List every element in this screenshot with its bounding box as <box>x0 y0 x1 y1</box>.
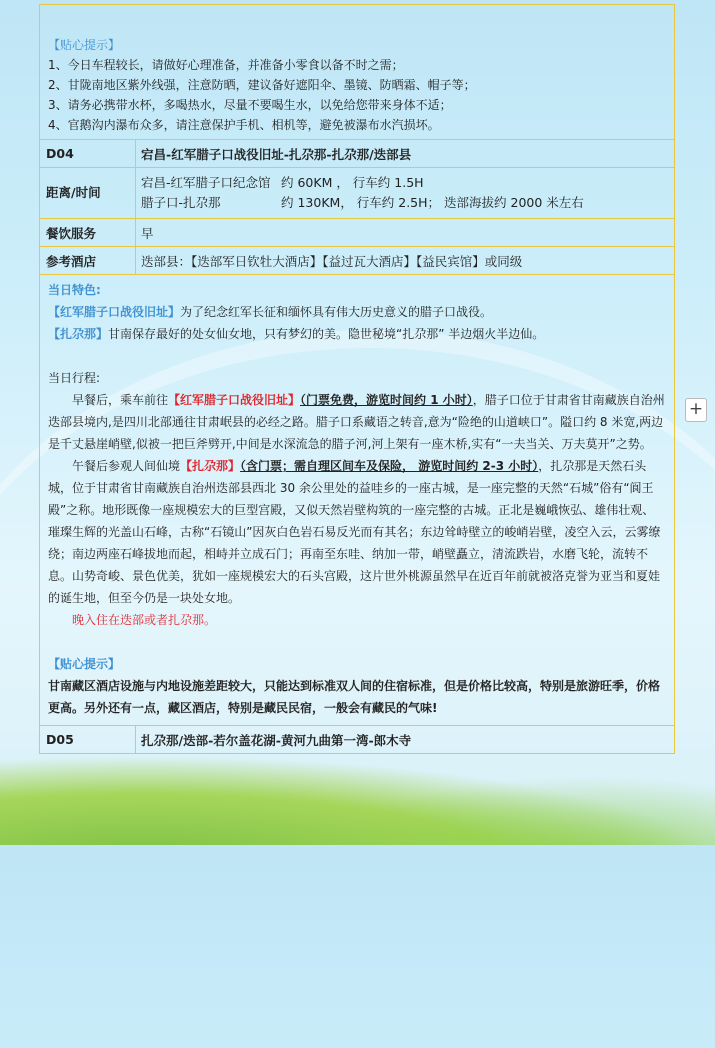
itinerary-text: ，腊子口位于甘肃省甘南藏族自治州迭部县境内,是四川北部通往甘肃岷县的必经之路。腊子口系藏语之转音,意为“险绝的山道峡口”。隘口约 8 米宽,两边是千丈悬崖峭壁,似被一把巨斧劈开,中间是水深流急的腊子河,河上架有一座木桥,实有“一夫当关、万夫莫开”之势。 <box>48 393 665 451</box>
distance-leg2-info: 约 130KM， 行车约 2.5H； 迭部海拔约 2000 米左右 <box>281 195 584 210</box>
tip-item: 3、请务必携带水杯，多喝热水，尽量不要喝生水，以免给您带来身体不适； <box>48 98 452 112</box>
features-heading: 当日特色: <box>48 283 101 297</box>
meal-row <box>40 219 675 247</box>
itinerary-text: ，扎尕那是天然石头城，位于甘肃省甘南藏族自治州迭部县西北 30 余公里处的益哇乡的一座古城，是一座完整的天然“石城”俗有“阆王殿”之称。地形既像一座规模宏大的巨型宫殿，又似天然岩壁构筑的一座完整的古城。正北是巍峨恢弘、雄伟壮观、璀璨生辉的光盖山石峰，古称“石镜山”因灰白色岩石易反光而有其名；东边耸峙壁立的峻峭岩壁，凌空入云，云雾缭绕；南边两座石峰拔地而起，相峙并立成石门；再南至东哇、纳加一带，峭壁矗立，清流跌岩，水磨飞轮，流转不息。山势奇峻、景色优美，犹如一座规模宏大的石头宫殿，这片世外桃源虽然早在近百年前就被洛克誉为亚当和夏娃的诞生地，但至今仍是一块处女地。 <box>48 459 661 605</box>
attraction-name: 【扎尕那】 <box>180 459 241 473</box>
expand-plus-button[interactable]: + <box>685 398 707 422</box>
ticket-info: （含门票；需自理区间车及保险， 游览时间约 2-3 小时） <box>240 459 539 473</box>
tips-section-top <box>39 4 675 140</box>
attraction-name: 【红军腊子口战役旧址】 <box>168 393 301 407</box>
day-code: D04 <box>40 140 136 168</box>
meal-value: 早 <box>136 219 675 247</box>
spacer <box>48 631 666 653</box>
feature-name: 【红军腊子口战役旧址】 <box>48 305 181 319</box>
tip-item: 2、甘陇南地区紫外线强，注意防晒，建议备好遮阳伞、墨镜、防晒霜、帽子等； <box>48 78 476 92</box>
day-row <box>40 140 675 168</box>
hotel-label: 参考酒店 <box>40 247 136 275</box>
day-route: 宕昌-红军腊子口战役旧址-扎尕那-扎尕那/迭部县 <box>136 140 675 168</box>
itinerary-text: 午餐后参观人间仙境 <box>72 459 181 473</box>
tips-heading: 【贴心提示】 <box>48 657 121 671</box>
itinerary-heading: 当日行程: <box>48 371 101 385</box>
itinerary-text: 早餐后，乘车前往 <box>72 393 169 407</box>
distance-row <box>40 168 675 219</box>
feature-name: 【扎尕那】 <box>48 327 109 341</box>
distance-leg1-route: 宕昌-红军腊子口纪念馆 <box>141 175 271 190</box>
distance-label: 距离/时间 <box>40 168 136 219</box>
distance-values <box>136 168 675 219</box>
feature-text: 为了纪念红军长征和缅怀具有伟大历史意义的腊子口战役。 <box>180 305 493 319</box>
distance-leg2-route: 腊子口-扎尕那 <box>141 195 221 210</box>
background-grass <box>0 755 715 845</box>
background-grass-right <box>295 775 715 845</box>
feature-item <box>48 301 666 323</box>
ticket-info: （门票免费，游览时间约 1 小时） <box>300 393 473 407</box>
feature-text: 甘南保存最好的处女仙女地，只有梦幻的美。隐世秘境“扎尕那” 半边烟火半边仙。 <box>108 327 545 341</box>
day-row <box>40 726 675 754</box>
tip-item: 4、官鹅沟内瀑布众多，请注意保护手机、相机等，避免被瀑布水汽损坏。 <box>48 118 440 132</box>
hotel-value: 迭部县：【迭部军日钦牡大酒店】【益过瓦大酒店】【益民宾馆】或同级 <box>136 247 675 275</box>
itinerary-document <box>39 5 675 754</box>
spacer <box>48 345 666 367</box>
itinerary-paragraph <box>48 455 666 609</box>
day-05-table <box>39 725 675 754</box>
distance-leg1-info: 约 60KM ， 行车约 1.5H <box>281 175 424 190</box>
overnight-note: 晚入住在迭部或者扎尕那。 <box>72 613 217 627</box>
tips-heading: 【贴心提示】 <box>48 38 121 52</box>
tip-item: 1、今日车程较长，请做好心理准备，并准备小零食以备不时之需； <box>48 58 404 72</box>
hotel-row <box>40 247 675 275</box>
day-route: 扎尕那/迭部-若尔盖花湖-黄河九曲第一湾-郎木寺 <box>136 726 675 754</box>
itinerary-paragraph <box>48 389 666 455</box>
day-detail-section <box>39 274 675 726</box>
tips-text: 甘南藏区酒店设施与内地设施差距较大，只能达到标准双人间的住宿标准，但是价格比较高，特别是旅游旺季，价格更高。另外还有一点，藏区酒店，特别是藏民民宿，一般会有藏民的气味! <box>48 679 661 715</box>
meal-label: 餐饮服务 <box>40 219 136 247</box>
feature-item <box>48 323 666 345</box>
day-code: D05 <box>40 726 136 754</box>
day-04-table <box>39 139 675 275</box>
